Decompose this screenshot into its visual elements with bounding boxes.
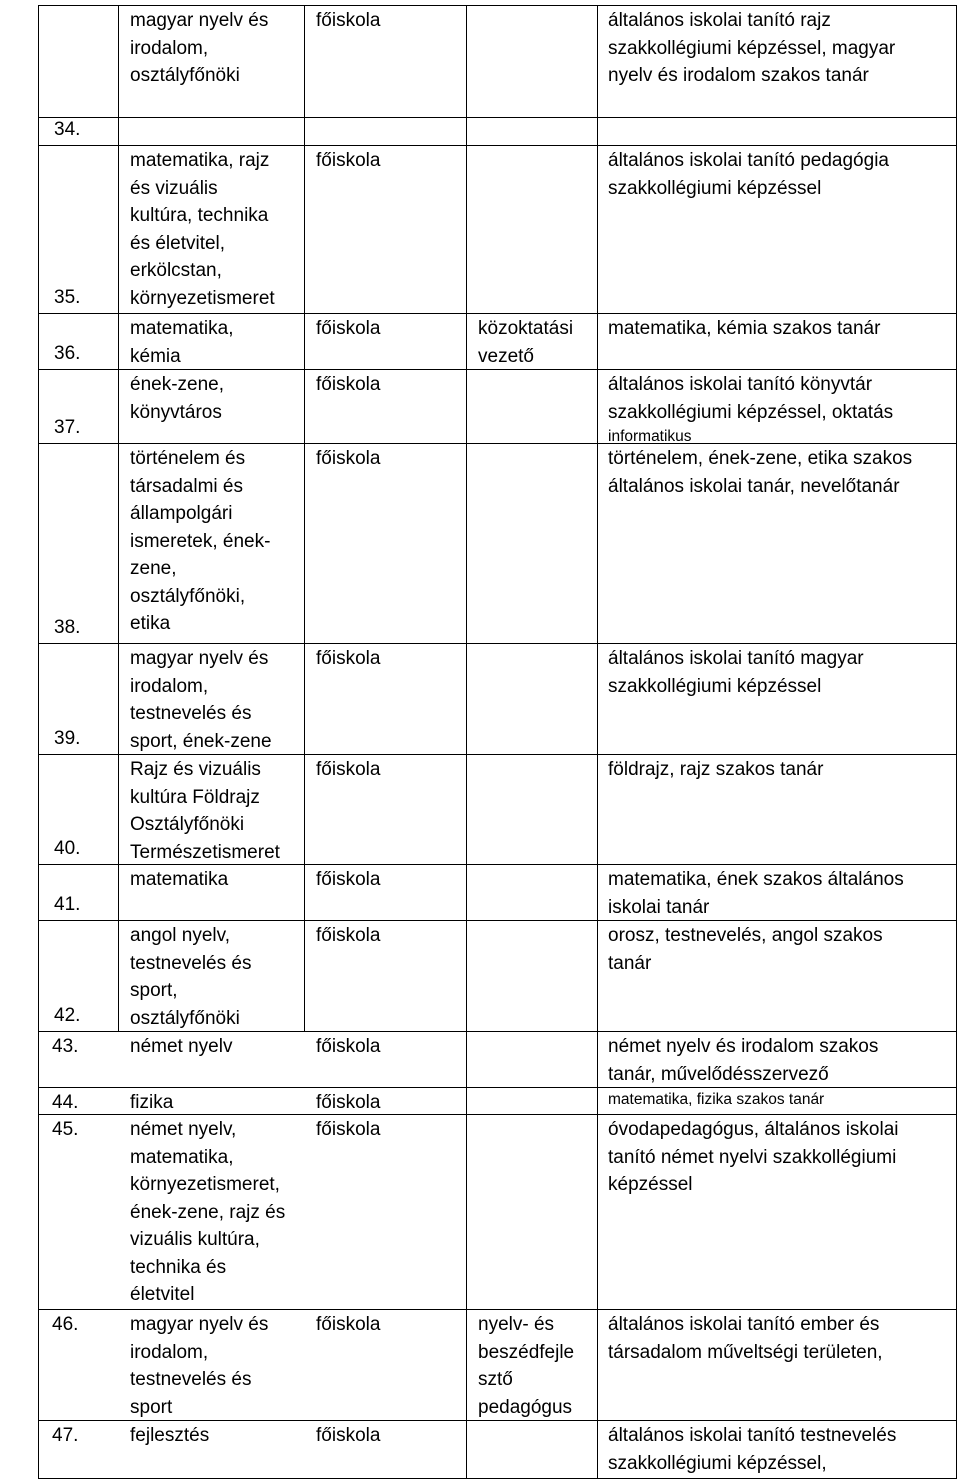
subjects-line: etika bbox=[130, 613, 171, 634]
subjects-cell bbox=[130, 1311, 268, 1421]
row-number: 42. bbox=[54, 1004, 81, 1026]
subjects-line: ének-zene, bbox=[130, 374, 225, 395]
subjects-line: magyar nyelv és bbox=[130, 648, 269, 669]
subjects-line: és életvitel, bbox=[130, 232, 226, 254]
row-number: 34. bbox=[54, 118, 81, 140]
subjects-line: környezetismeret bbox=[130, 287, 275, 309]
school-type: főiskola bbox=[316, 448, 381, 469]
column-border bbox=[38, 1031, 39, 1478]
school-type: főiskola bbox=[316, 648, 381, 669]
qual-cell bbox=[608, 1422, 896, 1477]
subjects-cell bbox=[130, 315, 233, 370]
qual-cell bbox=[608, 315, 880, 343]
column-border bbox=[466, 5, 467, 1478]
school-type: főiskola bbox=[316, 10, 381, 31]
subjects-line: magyar nyelv és bbox=[130, 1314, 269, 1335]
qual-cell bbox=[608, 866, 904, 921]
subjects-line: Osztályfőnöki bbox=[130, 814, 245, 835]
subjects-line: állampolgári bbox=[130, 503, 233, 524]
row-border bbox=[38, 1309, 957, 1310]
qual-line: földrajz, rajz szakos tanár bbox=[608, 759, 824, 780]
subjects-line: kultúra Földrajz bbox=[130, 786, 260, 808]
row-number: 46. bbox=[52, 1314, 79, 1335]
subjects-line: fizika bbox=[130, 1092, 174, 1113]
school-type: főiskola bbox=[316, 374, 381, 395]
school-type: főiskola bbox=[316, 925, 381, 946]
subjects-line: testnevelés és bbox=[130, 703, 252, 724]
column-border bbox=[956, 1031, 957, 1478]
subjects-cell bbox=[130, 645, 272, 755]
row-number: 45. bbox=[52, 1119, 79, 1140]
row-number: 43. bbox=[52, 1036, 79, 1057]
subjects-line: testnevelés és bbox=[130, 952, 252, 974]
subjects-line: technika és bbox=[130, 1256, 227, 1278]
qual-line: általános iskolai tanító ember és bbox=[608, 1314, 880, 1335]
qual-line: általános iskolai tanító könyvtár bbox=[608, 374, 873, 395]
subjects-line: könyvtáros bbox=[130, 401, 222, 423]
row-number: 38. bbox=[54, 616, 81, 638]
qual-line: német nyelv és irodalom szakos bbox=[608, 1036, 879, 1057]
qual-cell bbox=[608, 1033, 878, 1088]
subjects-line: magyar nyelv és bbox=[130, 10, 269, 31]
other-line: közoktatási bbox=[478, 318, 574, 339]
subjects-line: erkölcstan, bbox=[130, 260, 222, 281]
subjects-line: német nyelv, bbox=[130, 1119, 237, 1140]
qual-line: tanár bbox=[608, 952, 652, 974]
school-type: főiskola bbox=[316, 1092, 381, 1113]
subjects-line: irodalom, bbox=[130, 37, 209, 59]
subjects-cell bbox=[130, 7, 268, 90]
qual-line: szakkollégiumi képzéssel, bbox=[608, 1452, 827, 1474]
other-cell bbox=[478, 1311, 574, 1421]
row-border bbox=[38, 117, 957, 118]
row-border bbox=[38, 313, 957, 314]
school-type: főiskola bbox=[316, 1036, 381, 1057]
subjects-line: testnevelés és bbox=[130, 1369, 252, 1390]
subjects-line: angol nyelv, bbox=[130, 925, 230, 946]
qual-line: általános iskolai tanító rajz bbox=[608, 10, 831, 31]
subjects-line: vizuális kultúra, bbox=[130, 1229, 260, 1250]
subjects-line: sport bbox=[130, 1396, 173, 1418]
qual-line: óvodapedagógus, általános iskolai bbox=[608, 1119, 899, 1140]
subjects-line: társadalmi és bbox=[130, 475, 243, 497]
row-number: 35. bbox=[54, 286, 81, 308]
qual-line: matematika, kémia szakos tanár bbox=[608, 318, 881, 339]
subjects-line: ének-zene, rajz és bbox=[130, 1201, 286, 1223]
subjects-line: kémia bbox=[130, 345, 181, 367]
qual-line: általános iskolai tanár, nevelőtanár bbox=[608, 475, 900, 497]
qual-line: általános iskolai tanító pedagógia bbox=[608, 150, 889, 171]
subjects-line: zene, bbox=[130, 558, 177, 579]
qual-cell bbox=[608, 1089, 824, 1111]
row-number: 44. bbox=[52, 1092, 79, 1113]
subjects-line: Természetismeret bbox=[130, 841, 280, 863]
other-line: nyelv- és bbox=[478, 1314, 555, 1335]
subjects-cell bbox=[130, 445, 270, 638]
column-border bbox=[118, 5, 119, 1031]
qual-line: szakkollégiumi képzéssel, magyar bbox=[608, 37, 896, 59]
qual-line: tanár, művelődésszervező bbox=[608, 1063, 829, 1085]
subjects-cell bbox=[130, 1422, 209, 1450]
subjects-line: ismeretek, ének- bbox=[130, 530, 271, 552]
subjects-line: sport, ének-zene bbox=[130, 730, 272, 752]
other-line: beszédfejle bbox=[478, 1341, 575, 1363]
qual-cell bbox=[608, 1116, 899, 1199]
subjects-cell bbox=[130, 866, 228, 894]
qual-line: történelem, ének-zene, etika szakos bbox=[608, 448, 913, 469]
qual-cell bbox=[608, 645, 864, 700]
row-border bbox=[38, 5, 957, 6]
subjects-line: irodalom, bbox=[130, 1341, 209, 1363]
qual-line: szakkollégiumi képzéssel bbox=[608, 177, 822, 199]
qual-cell bbox=[608, 147, 889, 202]
subjects-line: és vizuális bbox=[130, 177, 218, 199]
subjects-cell bbox=[130, 147, 275, 312]
subjects-cell bbox=[130, 756, 280, 866]
qual-line: szakkollégiumi képzéssel, oktatás bbox=[608, 401, 894, 423]
subjects-line: osztályfőnöki, bbox=[130, 585, 246, 607]
qual-line: matematika, ének szakos általános bbox=[608, 869, 904, 890]
subjects-cell bbox=[130, 1089, 173, 1117]
school-type: főiskola bbox=[316, 150, 381, 171]
school-type: főiskola bbox=[316, 869, 381, 890]
school-type: főiskola bbox=[316, 318, 381, 339]
other-line: vezető bbox=[478, 345, 534, 367]
school-type: főiskola bbox=[316, 1119, 381, 1140]
school-type: főiskola bbox=[316, 759, 381, 780]
subjects-line: irodalom, bbox=[130, 675, 209, 697]
qual-line: iskolai tanár bbox=[608, 896, 710, 918]
qual-cell bbox=[608, 445, 912, 500]
qual-line: informatikus bbox=[608, 428, 692, 445]
school-type: főiskola bbox=[316, 1314, 381, 1335]
qual-cell bbox=[608, 1311, 883, 1366]
subjects-cell bbox=[130, 922, 251, 1032]
school-type: főiskola bbox=[316, 1425, 381, 1446]
row-number: 41. bbox=[54, 893, 81, 915]
qual-cell bbox=[608, 922, 883, 977]
other-line: pedagógus bbox=[478, 1396, 573, 1418]
qual-line: általános iskolai tanító magyar bbox=[608, 648, 864, 669]
column-border bbox=[304, 5, 305, 1031]
subjects-line: osztályfőnöki bbox=[130, 65, 240, 86]
subjects-line: matematika, bbox=[130, 1146, 234, 1168]
subjects-line: környezetismeret, bbox=[130, 1174, 280, 1195]
qual-line: társadalom műveltségi területen, bbox=[608, 1341, 883, 1363]
row-number: 47. bbox=[52, 1425, 79, 1446]
row-number: 36. bbox=[54, 342, 81, 364]
other-line: sztő bbox=[478, 1369, 513, 1390]
subjects-line: Rajz és vizuális bbox=[130, 759, 261, 780]
subjects-line: matematika, bbox=[130, 318, 234, 339]
subjects-line: kultúra, technika bbox=[130, 205, 269, 226]
row-number: 40. bbox=[54, 837, 81, 859]
qual-cell bbox=[608, 756, 823, 784]
row-border bbox=[38, 145, 957, 146]
subjects-line: életvitel bbox=[130, 1284, 195, 1305]
subjects-line: osztályfőnöki bbox=[130, 1007, 240, 1029]
qual-cell bbox=[608, 371, 893, 448]
subjects-line: történelem és bbox=[130, 448, 246, 469]
subjects-cell bbox=[130, 371, 224, 426]
qual-line: általános iskolai tanító testnevelés bbox=[608, 1425, 897, 1446]
row-border bbox=[38, 643, 957, 644]
column-border bbox=[38, 5, 39, 1031]
row-number: 39. bbox=[54, 727, 81, 749]
qual-cell bbox=[608, 7, 895, 90]
qual-line: szakkollégiumi képzéssel bbox=[608, 675, 822, 697]
subjects-line: matematika, rajz bbox=[130, 150, 270, 171]
qual-line: orosz, testnevelés, angol szakos bbox=[608, 925, 883, 946]
row-number: 37. bbox=[54, 416, 81, 438]
subjects-line: matematika bbox=[130, 869, 229, 890]
subjects-line: sport, bbox=[130, 980, 178, 1001]
column-border bbox=[597, 5, 598, 1478]
subjects-line: német nyelv bbox=[130, 1036, 233, 1057]
subjects-line: fejlesztés bbox=[130, 1425, 210, 1446]
qual-line: nyelv és irodalom szakos tanár bbox=[608, 65, 869, 86]
subjects-cell bbox=[130, 1033, 232, 1061]
subjects-cell bbox=[130, 1116, 285, 1309]
qual-line: matematika, fizika szakos tanár bbox=[608, 1091, 825, 1108]
other-cell bbox=[478, 315, 573, 370]
row-border bbox=[38, 1114, 957, 1115]
qual-line: tanító német nyelvi szakkollégiumi bbox=[608, 1146, 897, 1168]
qual-line: képzéssel bbox=[608, 1174, 693, 1195]
